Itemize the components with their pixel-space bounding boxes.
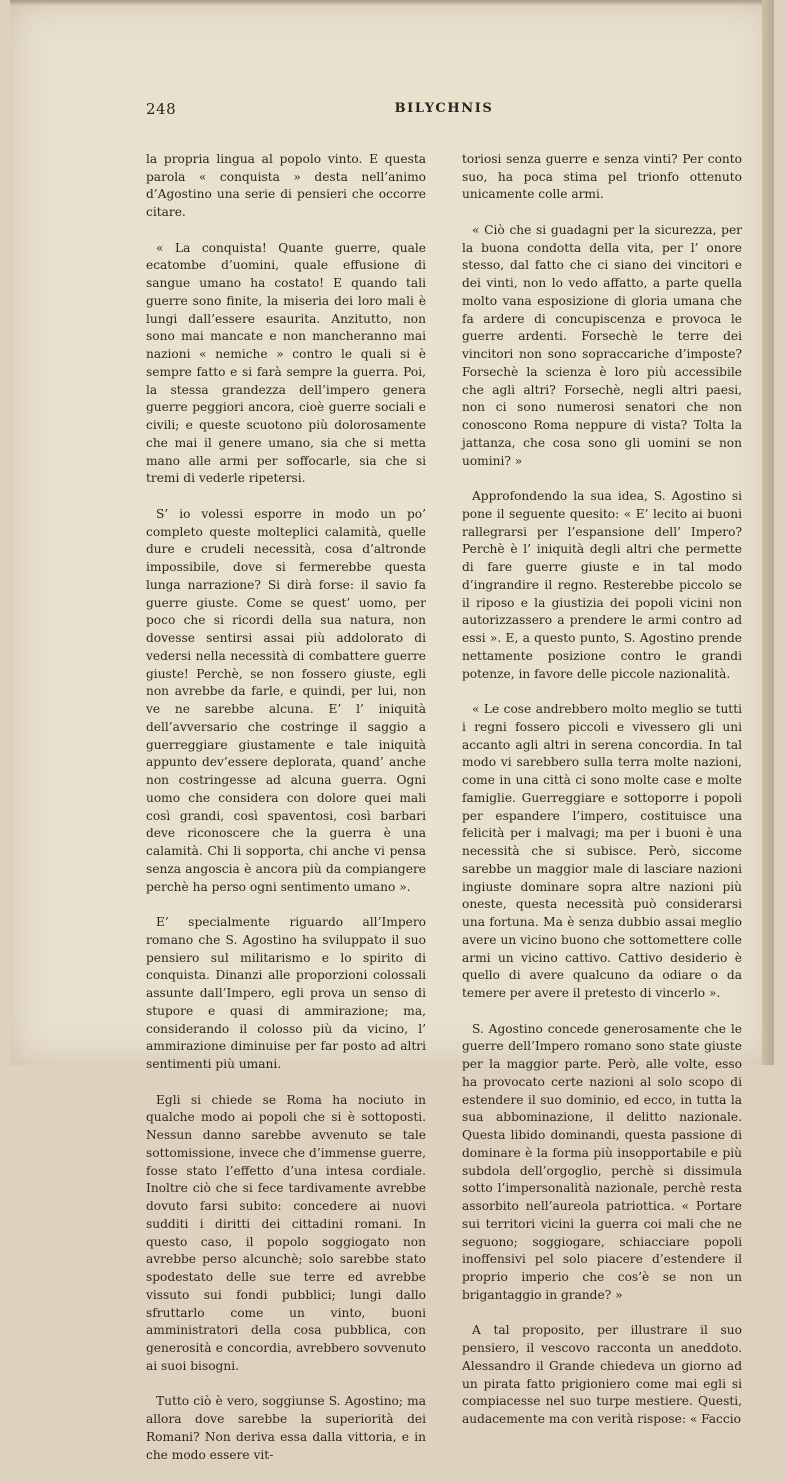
paragraph: Tutto ciò è vero, soggiunse S. Agostino; ma allora dove sarebbe la superiorità dei Romani? Non deriva essa dalla vittoria, e in che modo essere vit- bbox=[146, 1394, 426, 1462]
paragraph: A tal proposito, per illustrare il suo pensiero, il vescovo racconta un aneddoto. Alessandro il Grande chiedeva un giorno ad un pirata fatto prigioniero come mai egli si compiacesse nel suo turpe mestiere. Questi, audacemente ma con verità rispose: « Faccio bbox=[462, 1323, 742, 1426]
paragraph: E’ specialmente riguardo all’Impero romano che S. Agostino ha sviluppato il suo pensiero sul militarismo e lo spirito di conquista. Dinanzi alle proporzioni colossali assunte dall’Impero, egli prova un senso di stupore e quasi di ammirazione; ma, considerando il colosso più da vicino, l’ ammirazione diminuise per far posto ad altri sentimenti più umani. bbox=[146, 915, 426, 1071]
paragraph: Approfondendo la sua idea, S. Agostino si pone il seguente quesito: « E’ lecito ai buoni rallegrarsi per l’espansione dell’ Impero? Perchè è l’ iniquità degli altri che permette di fare guerre giuste e in tal modo d’ingrandire il regno. Resterebbe piccolo se il riposo e la giustizia dei popoli vicini non autorizzassero a prendere le armi contro ad essi ». E, a questo punto, S. Agostino prende nettamente posizione contro le grandi potenze, in favore delle piccole nazionalità. bbox=[462, 489, 742, 681]
paragraph: toriosi senza guerre e senza vinti? Per conto suo, ha poca stima pel trionfo ottenuto unicamente colle armi. bbox=[462, 151, 742, 202]
paragraph: Egli si chiede se Roma ha nociuto in qualche modo ai popoli che si è sottoposti. Nessun danno sarebbe avvenuto se tale sottomissione, invece che d’immense guerre, fosse stato l’effetto d’una intesa cordiale. Inoltre ciò che si fece tardivamente avrebbe dovuto farsi subito: concedere ai nuovi sudditi i diritti dei cittadini romani. In questo caso, il popolo soggiogato non avrebbe perso alcunchè; solo sarebbe stato spodestato delle sue terre ed avrebbe vissuto sui fondi pubblici; lungi dallo sfruttarlo come un vinto, buoni amministratori della cosa pubblica, con generosità e concordia, avrebbero sovvenuto ai suoi bisogni. bbox=[146, 1092, 426, 1373]
book-page bbox=[10, 0, 774, 1462]
paragraph: S. Agostino concede generosamente che le guerre dell’Impero romano sono state giuste per la maggior parte. Però, alle volte, esso ha provocato certe nazioni al solo scopo di estendere il suo dominio, ed ecco, in tutta la sua abbominazione, il delitto nazionale. Questa libido dominandi, questa passione di dominare è la forma più insopportabile e più subdola dell’orgoglio, perchè si dissimula sotto l’impersonalità nazionale, perchè resta assorbito nell’aureola patriottica. « Portare sui territori vicini la guerra coi mali che ne seguono; soggiogare, schiacciare popoli inoffensivi pel solo piacere d’estendere il proprio imperio che cos’è se non un brigantaggio in grande? » bbox=[462, 1021, 742, 1302]
right-column bbox=[462, 133, 742, 1447]
page-header bbox=[146, 100, 742, 122]
paragraph: S’ io volessi esporre in modo un po’ completo queste molteplici calamità, quelle dure e crudeli necessità, cosa d’altronde impossibile, dove si fermerebbe questa lunga narrazione? Si dirà forse: il savio fa guerre giuste. Come se quest’ uomo, per poco che si ricordi della sua natura, non dovesse sentirsi assai più addolorato di vedersi nella necessità di combattere guerre giuste! Perchè, se non fossero giuste, egli non avrebbe da farle, e quindi, per lui, non ve ne sarebbe alcuna. E’ l’ iniquità dell’avversario che costringe il saggio a guerreggiare giustamente e tale iniquità appunto dev’essere deplorata, quand’ anche non costringesse ad alcuna guerra. Ogni uomo che considera con dolore quei mali così grandi, così spaventosi, così barbari deve riconoscere che la guerra è una calamità. Chi li sopporta, chi anche vi pensa senza angoscia è ancora più da compiangere perchè ha perso ogni sentimento umano ». bbox=[146, 506, 426, 894]
page-edge bbox=[762, 0, 774, 1065]
paragraph: « La conquista! Quante guerre, quale ecatombe d’uomini, quale effusione di sangue umano ha costato! E quando tali guerre sono finite, la miseria dei loro mali è lungi dall’essere esaurita. Anzitutto, non sono mai mancate e non mancheranno mai nazioni « nemiche » contro le quali si è sempre fatto e si farà sempre la guerra. Poi, la stessa grandezza dell’impero genera guerre peggiori ancora, cioè guerre sociali e civili; e queste scuotono più dolorosamente che mai il genere umano, sia che si metta mano alle armi per soffocarle, sia che si tremi di vederle ripetersi. bbox=[146, 240, 426, 486]
page-number: 248 bbox=[146, 100, 177, 118]
paragraph: « Le cose andrebbero molto meglio se tutti i regni fossero piccoli e vivessero gli uni accanto agli altri in serena concordia. In tal modo vi sarebbero sulla terra molte nazioni, come in una città ci sono molte case e molte famiglie. Guerreggiare e sottoporre i popoli per espandere l’impero, costituisce una felicità per i malvagi; ma per i buoni è una necessità che si subisce. Però, siccome sarebbe un maggior male di lasciare nazioni ingiuste dominare sopra altre nazioni più oneste, questa necessità può considerarsi una fortuna. Ma è senza dubbio assai meglio avere un vicino buono che sottomettere colle armi un vicino cattivo. Cattivo desiderio è quello di avere qualcuno da odiare o da temere per avere il pretesto di vincerlo ». bbox=[462, 702, 742, 1000]
paragraph: la propria lingua al popolo vinto. E questa parola « conquista » desta nell’animo d’Agostino una serie di pensieri che occorre citare. bbox=[146, 151, 426, 219]
paragraph: « Ciò che si guadagni per la sicurezza, per la buona condotta della vita, per l’ onore stesso, dal fatto che ci siano dei vincitori e dei vinti, non lo vedo affatto, a parte quella molto vana esposizione di gloria umana che fa ardere di concupiscenza e provoca le guerre ardenti. Forsechè le terre dei vincitori non sono sopraccariche d’imposte? Forsechè la scienza è loro più accessibile che agli altri? Forsechè, negli altri paesi, non ci sono numerosi senatori che non conoscono Roma neppure di vista? Tolta la jattanza, che cosa sono gli uomini se non uomini? » bbox=[462, 222, 742, 468]
left-column bbox=[146, 133, 426, 1482]
running-title: BILYCHNIS bbox=[394, 101, 494, 116]
